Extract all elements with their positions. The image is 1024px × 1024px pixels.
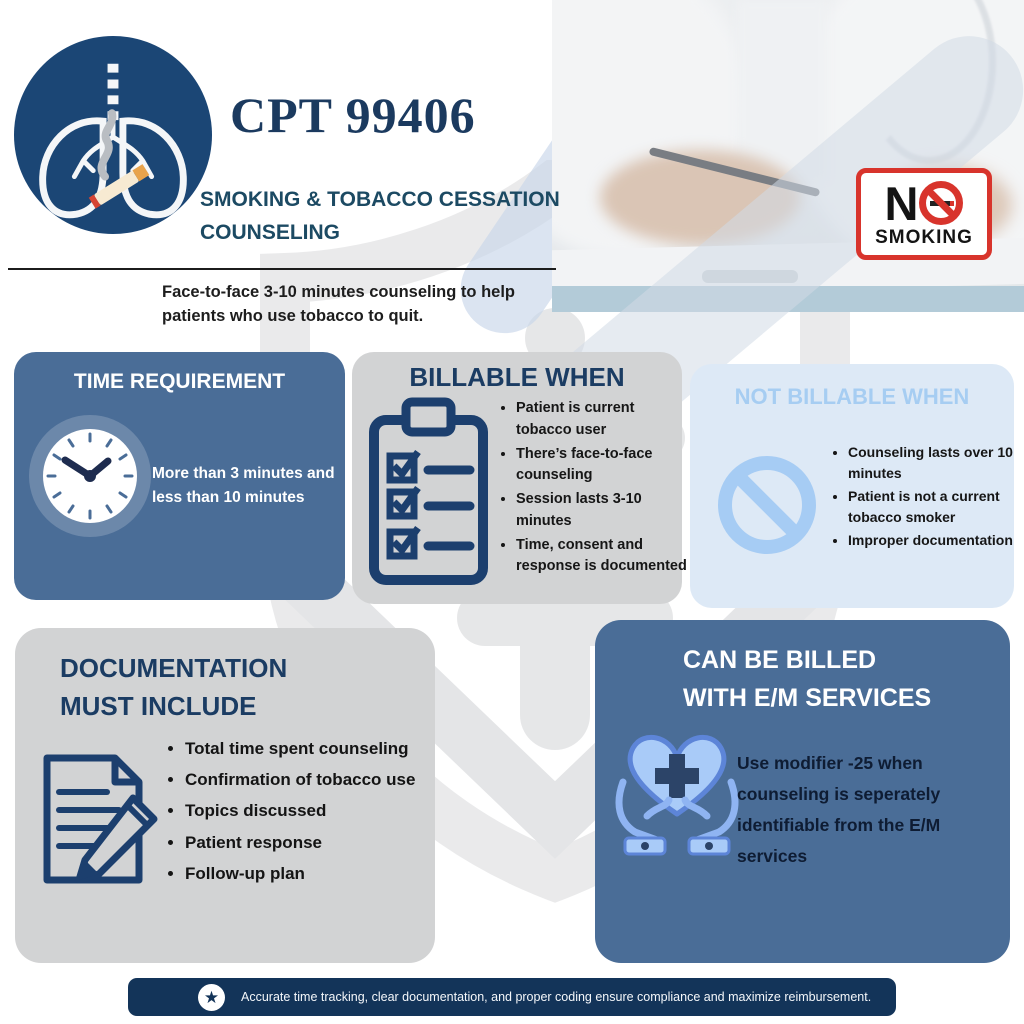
no-smoking-letter: N: [884, 176, 919, 230]
billable-when-card: [352, 352, 687, 604]
no-smoking-sign: [856, 168, 992, 260]
not-billable-when-card: [690, 364, 1014, 608]
bullet-item: • Follow-up plan: [185, 859, 427, 888]
documentation-title-line1: DOCUMENTATION: [60, 653, 288, 683]
em-services-body: Use modifier -25 when counseling is seperately identifiable from the E/M services: [737, 753, 941, 867]
footer-banner: [128, 978, 896, 1016]
heart-hands-icon: [607, 706, 747, 856]
billable-when-title: BILLABLE WHEN: [409, 362, 625, 392]
prohibition-icon: [718, 456, 816, 554]
bullet-item: • Patient response: [185, 828, 427, 857]
bullet-item: • Patient is not a current tobacco smoker: [848, 486, 1024, 528]
bullet-item: • Patient is current tobacco user: [516, 398, 694, 442]
no-smoking-word: SMOKING: [875, 227, 973, 248]
bullet-item: • Counseling lasts over 10 minutes: [848, 442, 1024, 484]
bullet-item: • Confirmation of tobacco use: [185, 765, 427, 794]
bullet-item: • There’s face-to-face counseling: [516, 444, 694, 488]
bullet-item: • Topics discussed: [185, 796, 427, 825]
header-description: Face-to-face 3-10 minutes counseling to help patients who use tobacco to quit.: [162, 283, 515, 325]
bullet-item: • Total time spent counseling: [185, 734, 427, 763]
not-billable-when-title: NOT BILLABLE WHEN: [734, 384, 970, 409]
em-services-title-line2: WITH E/M SERVICES: [683, 683, 932, 712]
time-requirement-body: More than 3 minutes and less than 10 minutes: [152, 465, 335, 507]
time-requirement-card: [14, 352, 345, 600]
bullet-item: • Improper documentation: [848, 530, 1024, 551]
document-pencil-icon: [33, 750, 163, 890]
documentation-title-line2: MUST INCLUDE: [60, 690, 257, 721]
clock-icon: [28, 414, 152, 538]
em-services-card: [595, 620, 1010, 963]
page-subtitle: SMOKING & TOBACCO CESSATION COUNSELING: [200, 188, 560, 244]
em-services-title-line1: CAN BE BILLED: [683, 646, 877, 674]
documentation-list: [167, 734, 427, 890]
header-divider: [8, 268, 556, 270]
documentation-title: [60, 650, 390, 725]
billable-when-list: [498, 398, 694, 580]
no-smoking-icon: [919, 181, 963, 225]
footer-note: Accurate time tracking, clear documentation, and proper coding ensure compliance and maximize reimbursement.: [241, 990, 872, 1004]
bullet-item: • Session lasts 3-10 minutes: [516, 489, 694, 533]
documentation-card: [15, 628, 435, 963]
bullet-item: • Time, consent and response is documented: [516, 535, 694, 579]
lungs-cigarette-logo: [14, 36, 212, 234]
no-smoking-sign-top: [884, 176, 964, 230]
star-icon: ★: [198, 984, 225, 1011]
lungs-icon: [14, 36, 212, 234]
page-title: CPT 99406: [230, 87, 476, 143]
clipboard-checklist-icon: [366, 394, 491, 589]
not-billable-when-list: [830, 442, 1024, 553]
cigarette-tip-icon: [950, 201, 954, 206]
time-requirement-title: TIME REQUIREMENT: [73, 370, 286, 393]
